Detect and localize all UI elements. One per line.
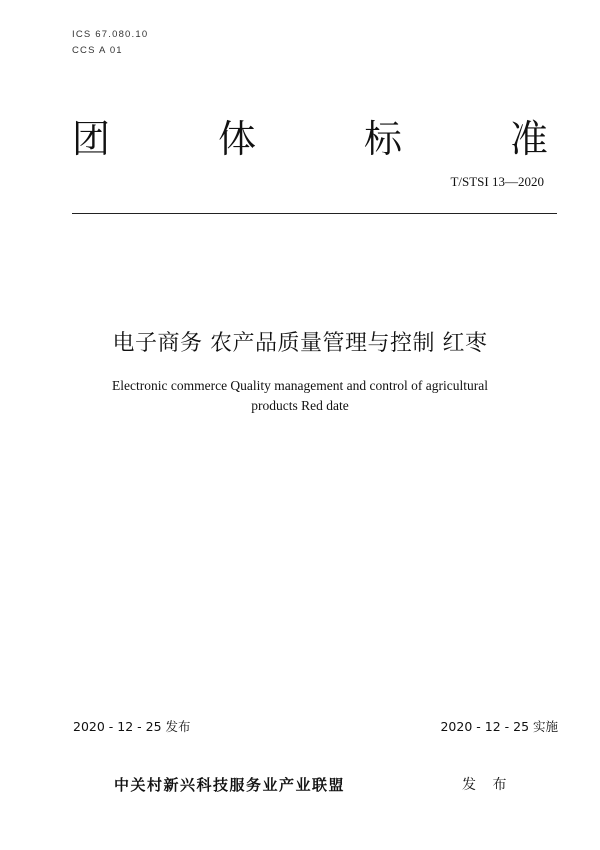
implementation-date: 2020 - 12 - 25 实施 (440, 719, 558, 734)
english-title-line: products Red date (251, 398, 349, 413)
standard-type-char: 标 (363, 117, 402, 161)
chinese-title: 电子商务 农产品质量管理与控制 红枣 (112, 331, 488, 356)
standard-number: T/STSI 13—2020 (450, 174, 544, 189)
standard-type-char: 体 (217, 117, 256, 161)
publisher-name: 中关村新兴科技服务业产业联盟 (114, 776, 346, 794)
english-title-line: Electronic commerce Quality management and control of agricultural (112, 378, 488, 393)
english-title (60, 376, 540, 416)
standard-type-char: 团 (72, 117, 111, 161)
header-divider (72, 213, 557, 214)
publish-label: 发 布 (462, 777, 513, 793)
ccs-code: CCS A 01 (72, 45, 123, 56)
standard-type-heading (72, 114, 548, 164)
ics-code: ICS 67.080.10 (72, 29, 149, 40)
standard-type-char: 准 (509, 117, 548, 161)
issue-date: 2020 - 12 - 25 发布 (73, 719, 191, 734)
